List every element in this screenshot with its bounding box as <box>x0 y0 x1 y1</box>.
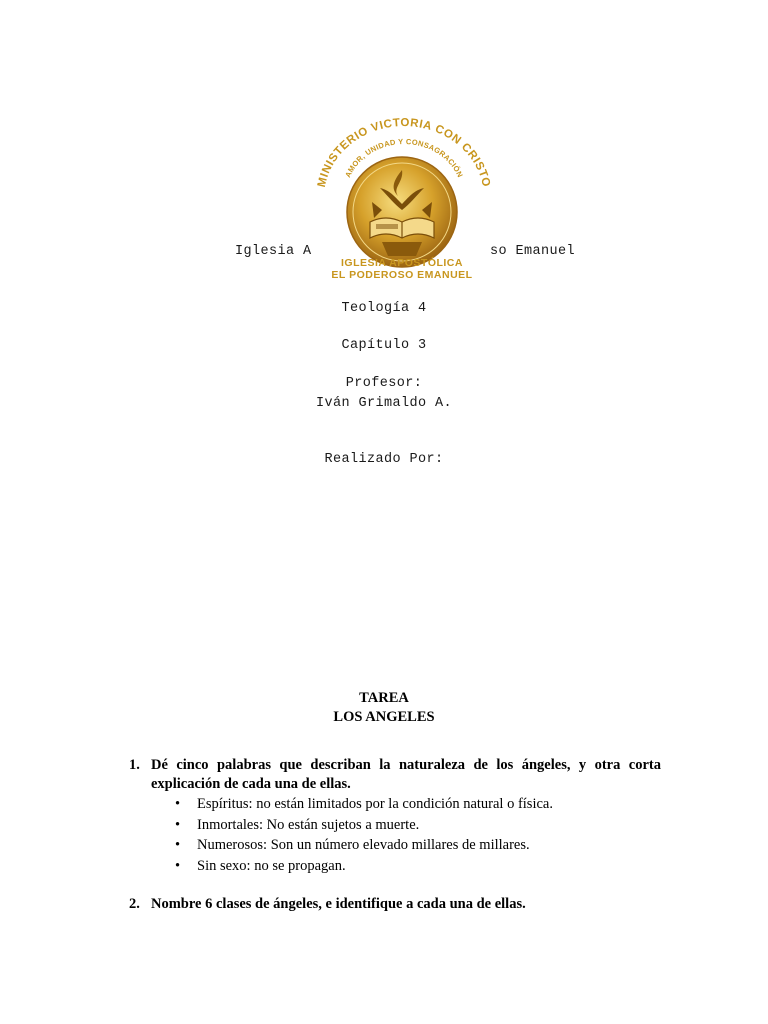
assignment-title: TAREA <box>359 690 409 706</box>
question-text: Nombre 6 clases de ángeles, e identifique a cada una de ellas. <box>151 896 526 912</box>
logo-arc-top: MINISTERIO VICTORIA CON CRISTO <box>315 118 493 189</box>
church-logo <box>312 118 496 284</box>
answer-text: Inmortales: No están sujetos a muerte. <box>197 816 420 833</box>
bullet-icon: • <box>175 816 181 833</box>
professor-label: Profesor: <box>345 376 423 391</box>
answer-list <box>175 794 553 876</box>
bullet-icon: • <box>175 857 181 874</box>
bullet-icon: • <box>175 796 181 812</box>
chapter-label: Capítulo 3 <box>341 338 427 353</box>
answer-text: Espíritus: no están limitados por la condición natural o física. <box>197 796 553 812</box>
logo-line2: EL PODEROSO EMANUEL <box>331 269 473 281</box>
question-number: 1. <box>129 757 140 773</box>
list-item <box>175 856 553 877</box>
church-name-left: Iglesia A <box>235 244 312 259</box>
bullet-icon: • <box>175 837 181 853</box>
question-2 <box>129 895 661 914</box>
professor-name: Iván Grimaldo A. <box>315 396 453 411</box>
course-name: Teología 4 <box>341 301 427 316</box>
question-1 <box>129 756 661 794</box>
list-item <box>175 835 553 856</box>
logo-arc-inner: AMOR, UNIDAD Y CONSAGRACIÓN <box>343 136 465 179</box>
list-item <box>175 815 553 836</box>
question-number: 2. <box>129 896 140 912</box>
answer-text: Sin sexo: no se propagan. <box>197 857 346 874</box>
church-name-right: so Emanuel <box>490 244 576 259</box>
question-text: Dé cinco palabras que describan la naturaleza de los ángeles, y otra corta explicación de cada una de ellas. <box>151 757 661 792</box>
made-by-label: Realizado Por: <box>324 452 444 467</box>
answer-text: Numerosos: Son un número elevado millares de millares. <box>197 837 530 853</box>
list-item <box>175 794 553 815</box>
logo-line1: IGLESIA APOSTÓLICA <box>341 257 463 269</box>
assignment-subtitle: LOS ANGELES <box>333 709 435 725</box>
